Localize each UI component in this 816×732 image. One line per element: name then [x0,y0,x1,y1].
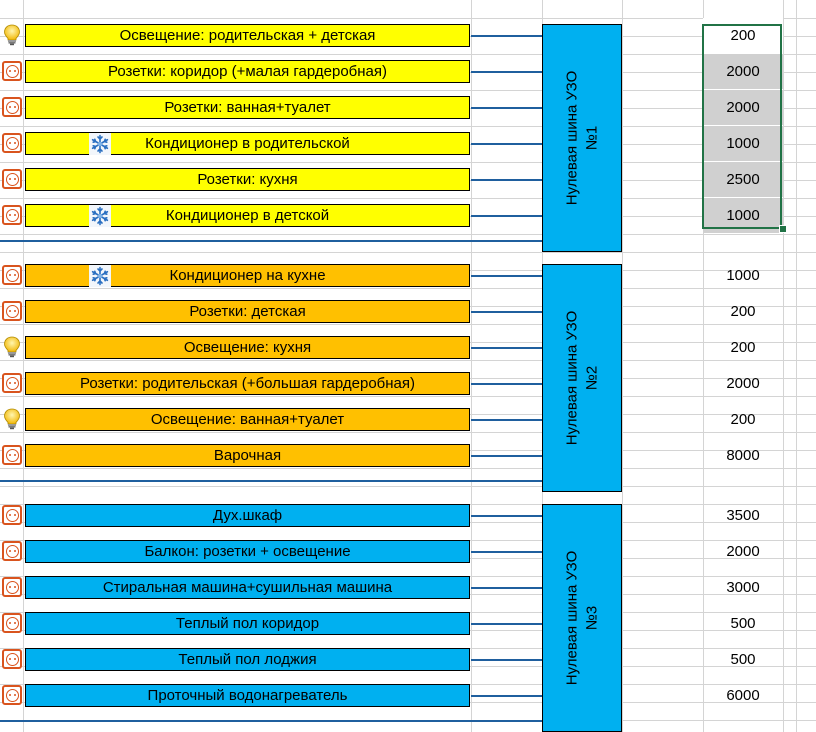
bus-title: Нулевая шина УЗО [563,550,580,686]
circuit-label-cell[interactable]: Кондиционер на кухне [25,264,470,287]
grid-row-line [0,126,816,127]
socket-icon [1,168,23,190]
socket-icon [1,132,23,154]
socket-icon [1,60,23,82]
group-separator-line [0,720,542,722]
bus-number: №3 [583,605,600,631]
grid-row-line [0,162,816,163]
circuit-label-cell[interactable]: Варочная [25,444,470,467]
neutral-bus-box[interactable] [542,24,622,252]
circuit-label-cell[interactable]: Теплый пол коридор [25,612,470,635]
grid-row-line [0,288,816,289]
bus-connector-line [471,623,542,625]
snowflake-icon [89,205,111,227]
socket-icon [1,372,23,394]
grid-row-line [0,360,816,361]
group-separator-line [0,240,542,242]
socket-icon [1,576,23,598]
circuit-label-cell[interactable]: Дух.шкаф [25,504,470,527]
power-value-cell[interactable]: 200 [730,411,756,428]
socket-icon [1,444,23,466]
grid-row-line [0,90,816,91]
circuit-label-cell[interactable]: Балкон: розетки + освещение [25,540,470,563]
bulb-icon [1,24,23,46]
socket-icon [1,96,23,118]
fill-handle[interactable] [779,225,787,233]
group-separator-line [0,480,542,482]
bus-connector-line [471,35,542,37]
power-value-cell[interactable]: 1000 [703,126,783,161]
grid-row-line [0,432,816,433]
socket-icon [1,540,23,562]
power-value-cell[interactable]: 500 [730,615,756,632]
grid-row-line [0,198,816,199]
bulb-icon [1,336,23,358]
power-value-cell[interactable]: 2000 [703,54,783,89]
grid-column-line [796,0,797,732]
grid-row-line [0,18,816,19]
bus-connector-line [471,311,542,313]
bus-connector-line [471,551,542,553]
snowflake-icon [89,265,111,287]
power-value-cell[interactable]: 500 [730,651,756,668]
power-value-cell[interactable]: 1000 [703,198,783,233]
power-value-cell[interactable]: 6000 [726,687,760,704]
bus-title: Нулевая шина УЗО [563,70,580,206]
socket-icon [1,504,23,526]
bulb-icon [1,408,23,430]
power-value-cell[interactable]: 2000 [703,90,783,125]
grid-row-line [0,54,816,55]
bus-title: Нулевая шина УЗО [563,310,580,446]
power-value-cell[interactable]: 3500 [726,507,760,524]
circuit-label-cell[interactable]: Освещение: ванная+туалет [25,408,470,431]
circuit-label-cell[interactable]: Розетки: детская [25,300,470,323]
bus-connector-line [471,71,542,73]
grid-column-line [622,0,623,732]
grid-row-line [0,324,816,325]
bus-connector-line [471,347,542,349]
bus-connector-line [471,455,542,457]
circuit-label-cell[interactable]: Розетки: родительская (+большая гардеробная) [25,372,470,395]
bus-connector-line [471,143,542,145]
grid-row-line [0,252,816,253]
grid-row-line [0,396,816,397]
bus-connector-line [471,419,542,421]
bus-connector-line [471,275,542,277]
grid-row-line [0,234,816,235]
socket-icon [1,648,23,670]
bus-connector-line [471,659,542,661]
circuit-label-cell[interactable]: Розетки: кухня [25,168,470,191]
power-value-cell[interactable]: 2000 [726,375,760,392]
power-value-cell[interactable]: 200 [703,18,783,53]
bus-number: №2 [583,365,600,391]
bus-connector-line [471,515,542,517]
power-value-cell[interactable]: 200 [730,303,756,320]
power-value-cell[interactable]: 200 [730,339,756,356]
power-value-cell[interactable]: 3000 [726,579,760,596]
grid-row-line [0,486,816,487]
bus-connector-line [471,215,542,217]
snowflake-icon [89,133,111,155]
circuit-label-cell[interactable]: Кондиционер в родительской [25,132,470,155]
circuit-label-cell[interactable]: Теплый пол лоджия [25,648,470,671]
bus-connector-line [471,107,542,109]
neutral-bus-box[interactable] [542,504,622,732]
circuit-label-cell[interactable]: Стиральная машина+сушильная машина [25,576,470,599]
grid-column-line [23,0,24,732]
power-value-cell[interactable]: 8000 [726,447,760,464]
socket-icon [1,684,23,706]
power-value-cell[interactable]: 2000 [726,543,760,560]
circuit-label-cell[interactable]: Кондиционер в детской [25,204,470,227]
circuit-label-cell[interactable]: Розетки: коридор (+малая гардеробная) [25,60,470,83]
bus-connector-line [471,695,542,697]
bus-connector-line [471,383,542,385]
socket-icon [1,204,23,226]
circuit-label-cell[interactable]: Проточный водонагреватель [25,684,470,707]
neutral-bus-label [562,311,602,446]
bus-connector-line [471,179,542,181]
grid-row-line [0,468,816,469]
power-value-cell[interactable]: 2500 [703,162,783,197]
neutral-bus-label [562,71,602,206]
bus-number: №1 [583,125,600,151]
circuit-label-cell[interactable]: Освещение: родительская + детская [25,24,470,47]
circuit-label-cell[interactable]: Освещение: кухня [25,336,470,359]
neutral-bus-box[interactable] [542,264,622,492]
power-value-cell[interactable]: 1000 [726,267,760,284]
socket-icon [1,300,23,322]
bus-connector-line [471,587,542,589]
circuit-label-cell[interactable]: Розетки: ванная+туалет [25,96,470,119]
grid-column-line [783,0,784,732]
neutral-bus-label [562,551,602,686]
socket-icon [1,264,23,286]
socket-icon [1,612,23,634]
